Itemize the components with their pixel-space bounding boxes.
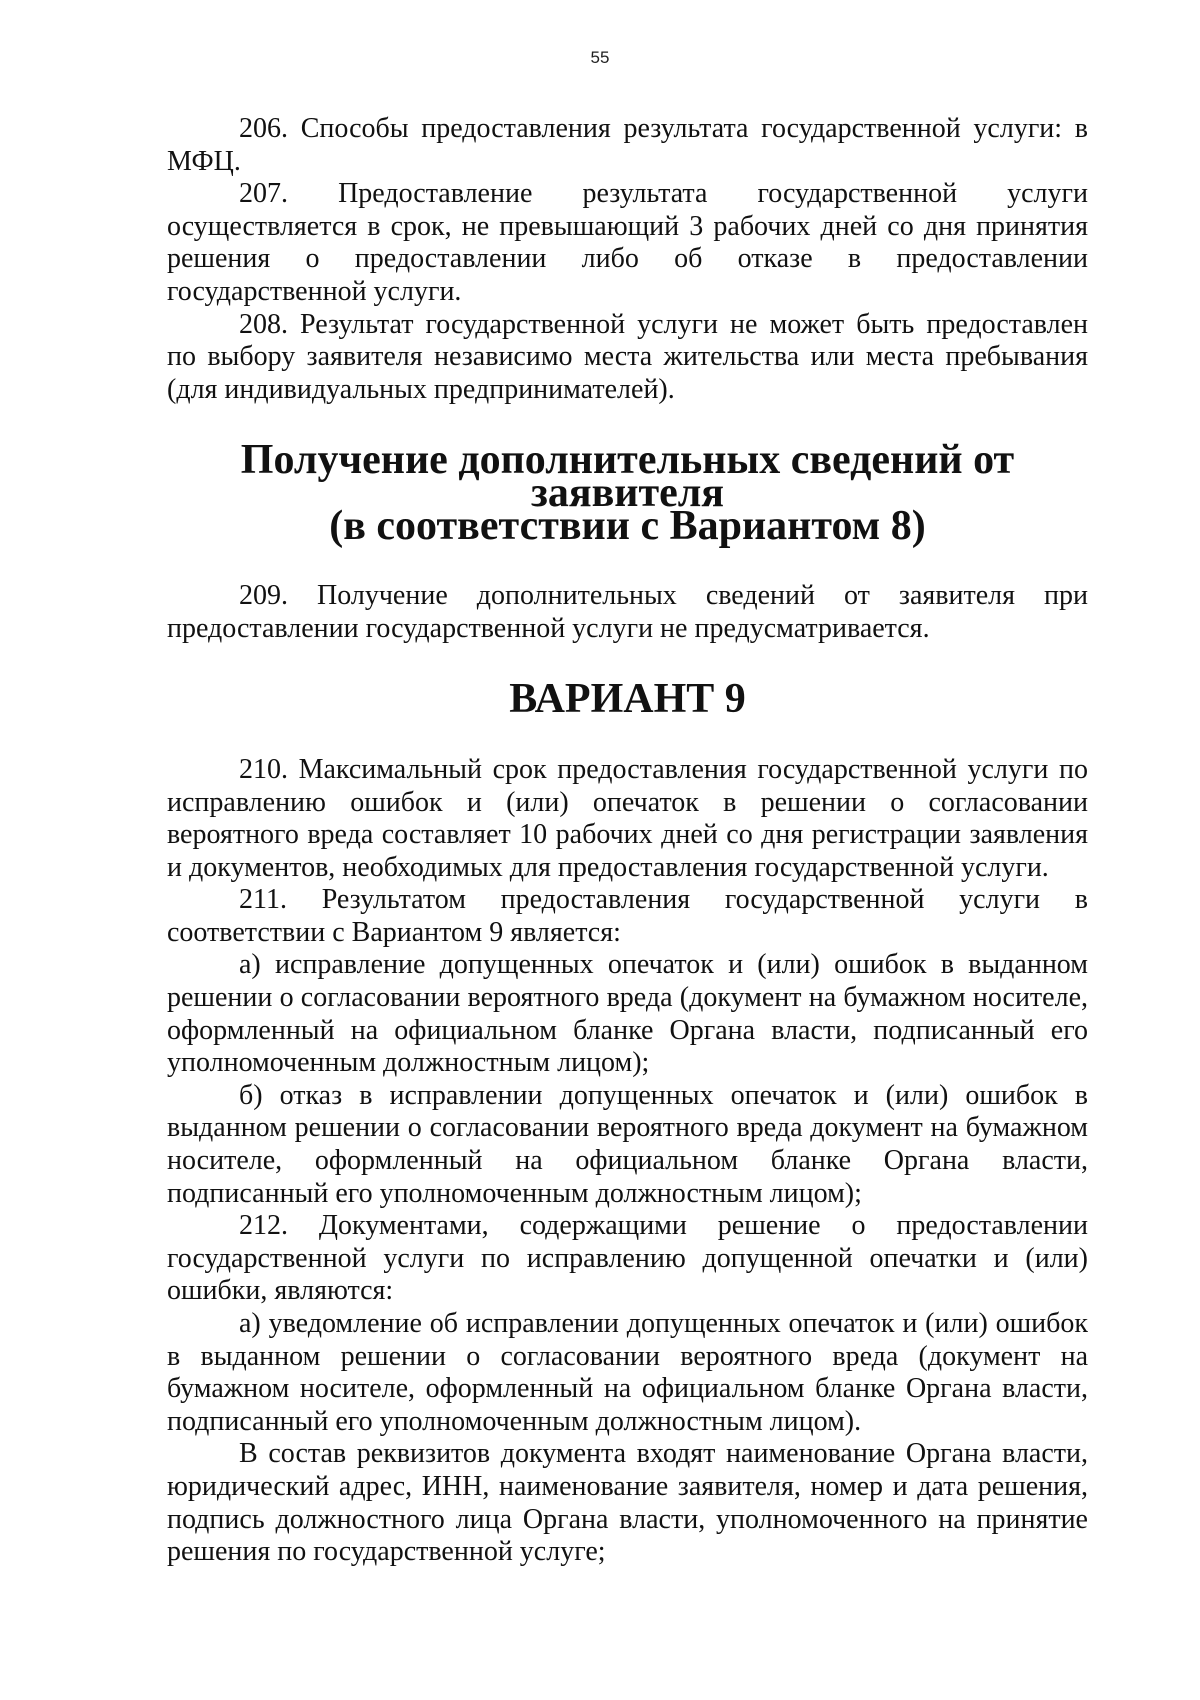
section-heading-line-1: Получение дополнительных сведений от заявителя [240,437,1015,516]
section-heading [167,437,1088,549]
paragraph-210: 210. Максимальный срок предоставления государственной услуги по исправлению ошибок и (или) опечаток в решении о согласовании вероятного вреда составляет 10 рабочих дней со дня регистрации заявления и документов, необходимых для предоставления государственной услуги. [167,753,1088,883]
paragraph-211-b: б) отказ в исправлении допущенных опечаток и (или) ошибок в выданном решении о согласовании вероятного вреда документ на бумажном носителе, оформленный на официальном бланке Органа власти, подписанный его уполномоченным должностным лицом); [167,1079,1088,1209]
page-number: 55 [590,48,610,67]
paragraph-207: 207. Предоставление результата государственной услуги осуществляется в срок, не превышающий 3 рабочих дней со дня принятия решения о предоставлении либо об отказе в предоставлении государственной услуги. [167,178,1088,307]
paragraph-212-a: а) уведомление об исправлении допущенных опечаток и (или) ошибок в выданном решении о согласовании вероятного вреда (документ на бумажном носителе, оформленный на официальном бланке Органа власти, подписанный его уполномоченным должностным лицом). [167,1308,1088,1437]
paragraph-requisites: В состав реквизитов документа входят наименование Органа власти, юридический адрес, ИНН, наименование заявителя, номер и дата решения, подпись должностного лица Органа власти, уполномоченного на принятие решения по государственной услуге; [167,1438,1088,1568]
section-heading-line-2: (в соответствии с Вариантом 8) [329,502,926,549]
paragraph-211: 211. Результатом предоставления государственной услуги в соответствии с Вариантом 9 является: [167,884,1088,948]
variant-title: ВАРИАНТ 9 [509,676,746,723]
paragraph-208: 208. Результат государственной услуги не может быть предоставлен по выбору заявителя независимо места жительства или места пребывания (для индивидуальных предпринимателей). [167,308,1088,405]
paragraph-212: 212. Документами, содержащими решение о предоставлении государственной услуги по исправлению допущенной опечатки и (или) ошибки, являются: [167,1210,1088,1307]
paragraph-209: 209. Получение дополнительных сведений от заявителя при предоставлении государственной услуги не предусматривается. [167,580,1088,644]
paragraph-206: 206. Способы предоставления результата государственной услуги: в МФЦ. [167,113,1088,177]
document-body [167,113,1088,1569]
paragraph-211-a: а) исправление допущенных опечаток и (или) ошибок в выданном решении о согласовании вероятного вреда (документ на бумажном носителе, оформленный на официальном бланке Органа власти, подписанный его уполномоченным должностным лицом); [167,949,1088,1079]
